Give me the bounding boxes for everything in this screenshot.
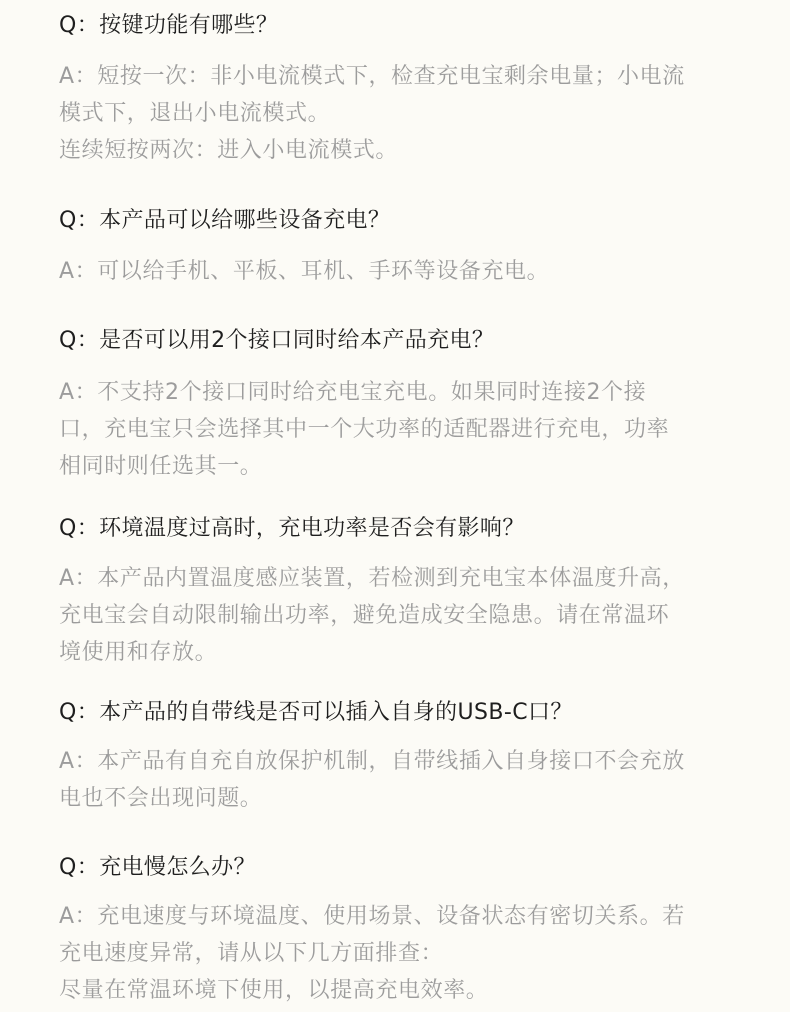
answer-line: 口，充电宝只会选择其中一个大功率的适配器进行充电，功率 — [59, 417, 670, 442]
faq-question: Q：环境温度过高时，充电功率是否会有影响？ — [59, 516, 525, 541]
answer-line: 相同时则任选其一。 — [59, 454, 263, 479]
faq-question: Q：本产品可以给哪些设备充电？ — [59, 208, 391, 233]
answer-line: A：短按一次：非小电流模式下，检查充电宝剩余电量；小电流 — [59, 64, 685, 89]
answer-line: A：可以给手机、平板、耳机、手环等设备充电。 — [59, 259, 550, 284]
faq-answer — [59, 374, 749, 485]
answer-line: 充电宝会自动限制输出功率，避免造成安全隐患。请在常温环 — [59, 603, 670, 628]
faq-answer — [59, 58, 749, 169]
faq-answer — [59, 560, 749, 671]
faq-answer — [59, 743, 749, 817]
answer-line: 电也不会出现问题。 — [59, 786, 263, 811]
answer-line: A：充电速度与环境温度、使用场景、设备状态有密切关系。若 — [59, 904, 685, 929]
faq-question: Q：按键功能有哪些？ — [59, 13, 279, 38]
faq-question: Q：是否可以用2个接口同时给本产品充电？ — [59, 328, 495, 353]
answer-line: A：本产品内置温度感应装置，若检测到充电宝本体温度升高， — [59, 566, 685, 591]
faq-answer — [59, 253, 749, 290]
answer-line: A：本产品有自充自放保护机制，自带线插入自身接口不会充放 — [59, 749, 685, 774]
answer-line: 模式下，退出小电流模式。 — [59, 101, 331, 126]
answer-line: 境使用和存放。 — [59, 640, 218, 665]
answer-line: A：不支持2个接口同时给充电宝充电。如果同时连接2个接 — [59, 380, 647, 405]
faq-question: Q：充电慢怎么办？ — [59, 855, 256, 880]
faq-question: Q：本产品的自带线是否可以插入自身的USB-C口？ — [59, 700, 573, 725]
faq-answer — [59, 898, 749, 1009]
answer-line: 尽量在常温环境下使用，以提高充电效率。 — [59, 978, 489, 1003]
answer-line: 充电速度异常，请从以下几方面排查： — [59, 941, 444, 966]
answer-line: 连续短按两次：进入小电流模式。 — [59, 138, 399, 163]
